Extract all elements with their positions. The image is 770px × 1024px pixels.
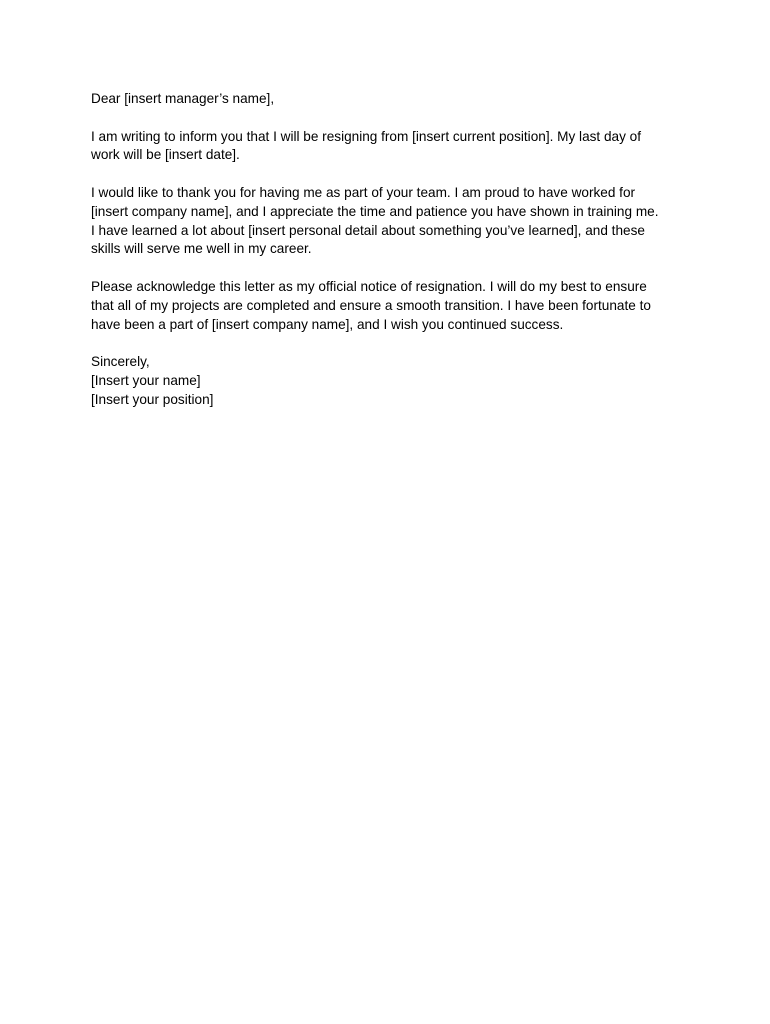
paragraph-line: that all of my projects are completed and ensure a smooth transition. I have been fortunate to [91,297,651,313]
closing: Sincerely, [91,354,150,370]
paragraph-acknowledgement [91,278,691,334]
paragraph-line: work will be [insert date]. [91,147,240,163]
salutation [91,90,691,109]
paragraph-thanks [91,184,691,259]
paragraph-line: I would like to thank you for having me as part of your team. I am proud to have worked for [91,184,636,200]
salutation-line: Dear [insert manager’s name], [91,91,275,106]
resignation-letter [91,90,691,428]
paragraph-line: I am writing to inform you that I will be resigning from [insert current position]. My last day of [91,128,642,144]
paragraph-line: [insert company name], and I appreciate the time and patience you have shown in training me. [91,203,659,219]
paragraph-line: have been a part of [insert company name], and I wish you continued success. [91,316,564,332]
signature-name: [Insert your name] [91,372,201,388]
paragraph-line: skills will serve me well in my career. [91,241,312,257]
paragraph-resignation-notice [91,128,691,166]
paragraph-line: Please acknowledge this letter as my official notice of resignation. I will do my best to ensure [91,278,647,294]
paragraph-line: I have learned a lot about [insert personal detail about something you’ve learned], and these [91,222,645,238]
signature-block [91,353,691,409]
signature-position: [Insert your position] [91,391,214,407]
